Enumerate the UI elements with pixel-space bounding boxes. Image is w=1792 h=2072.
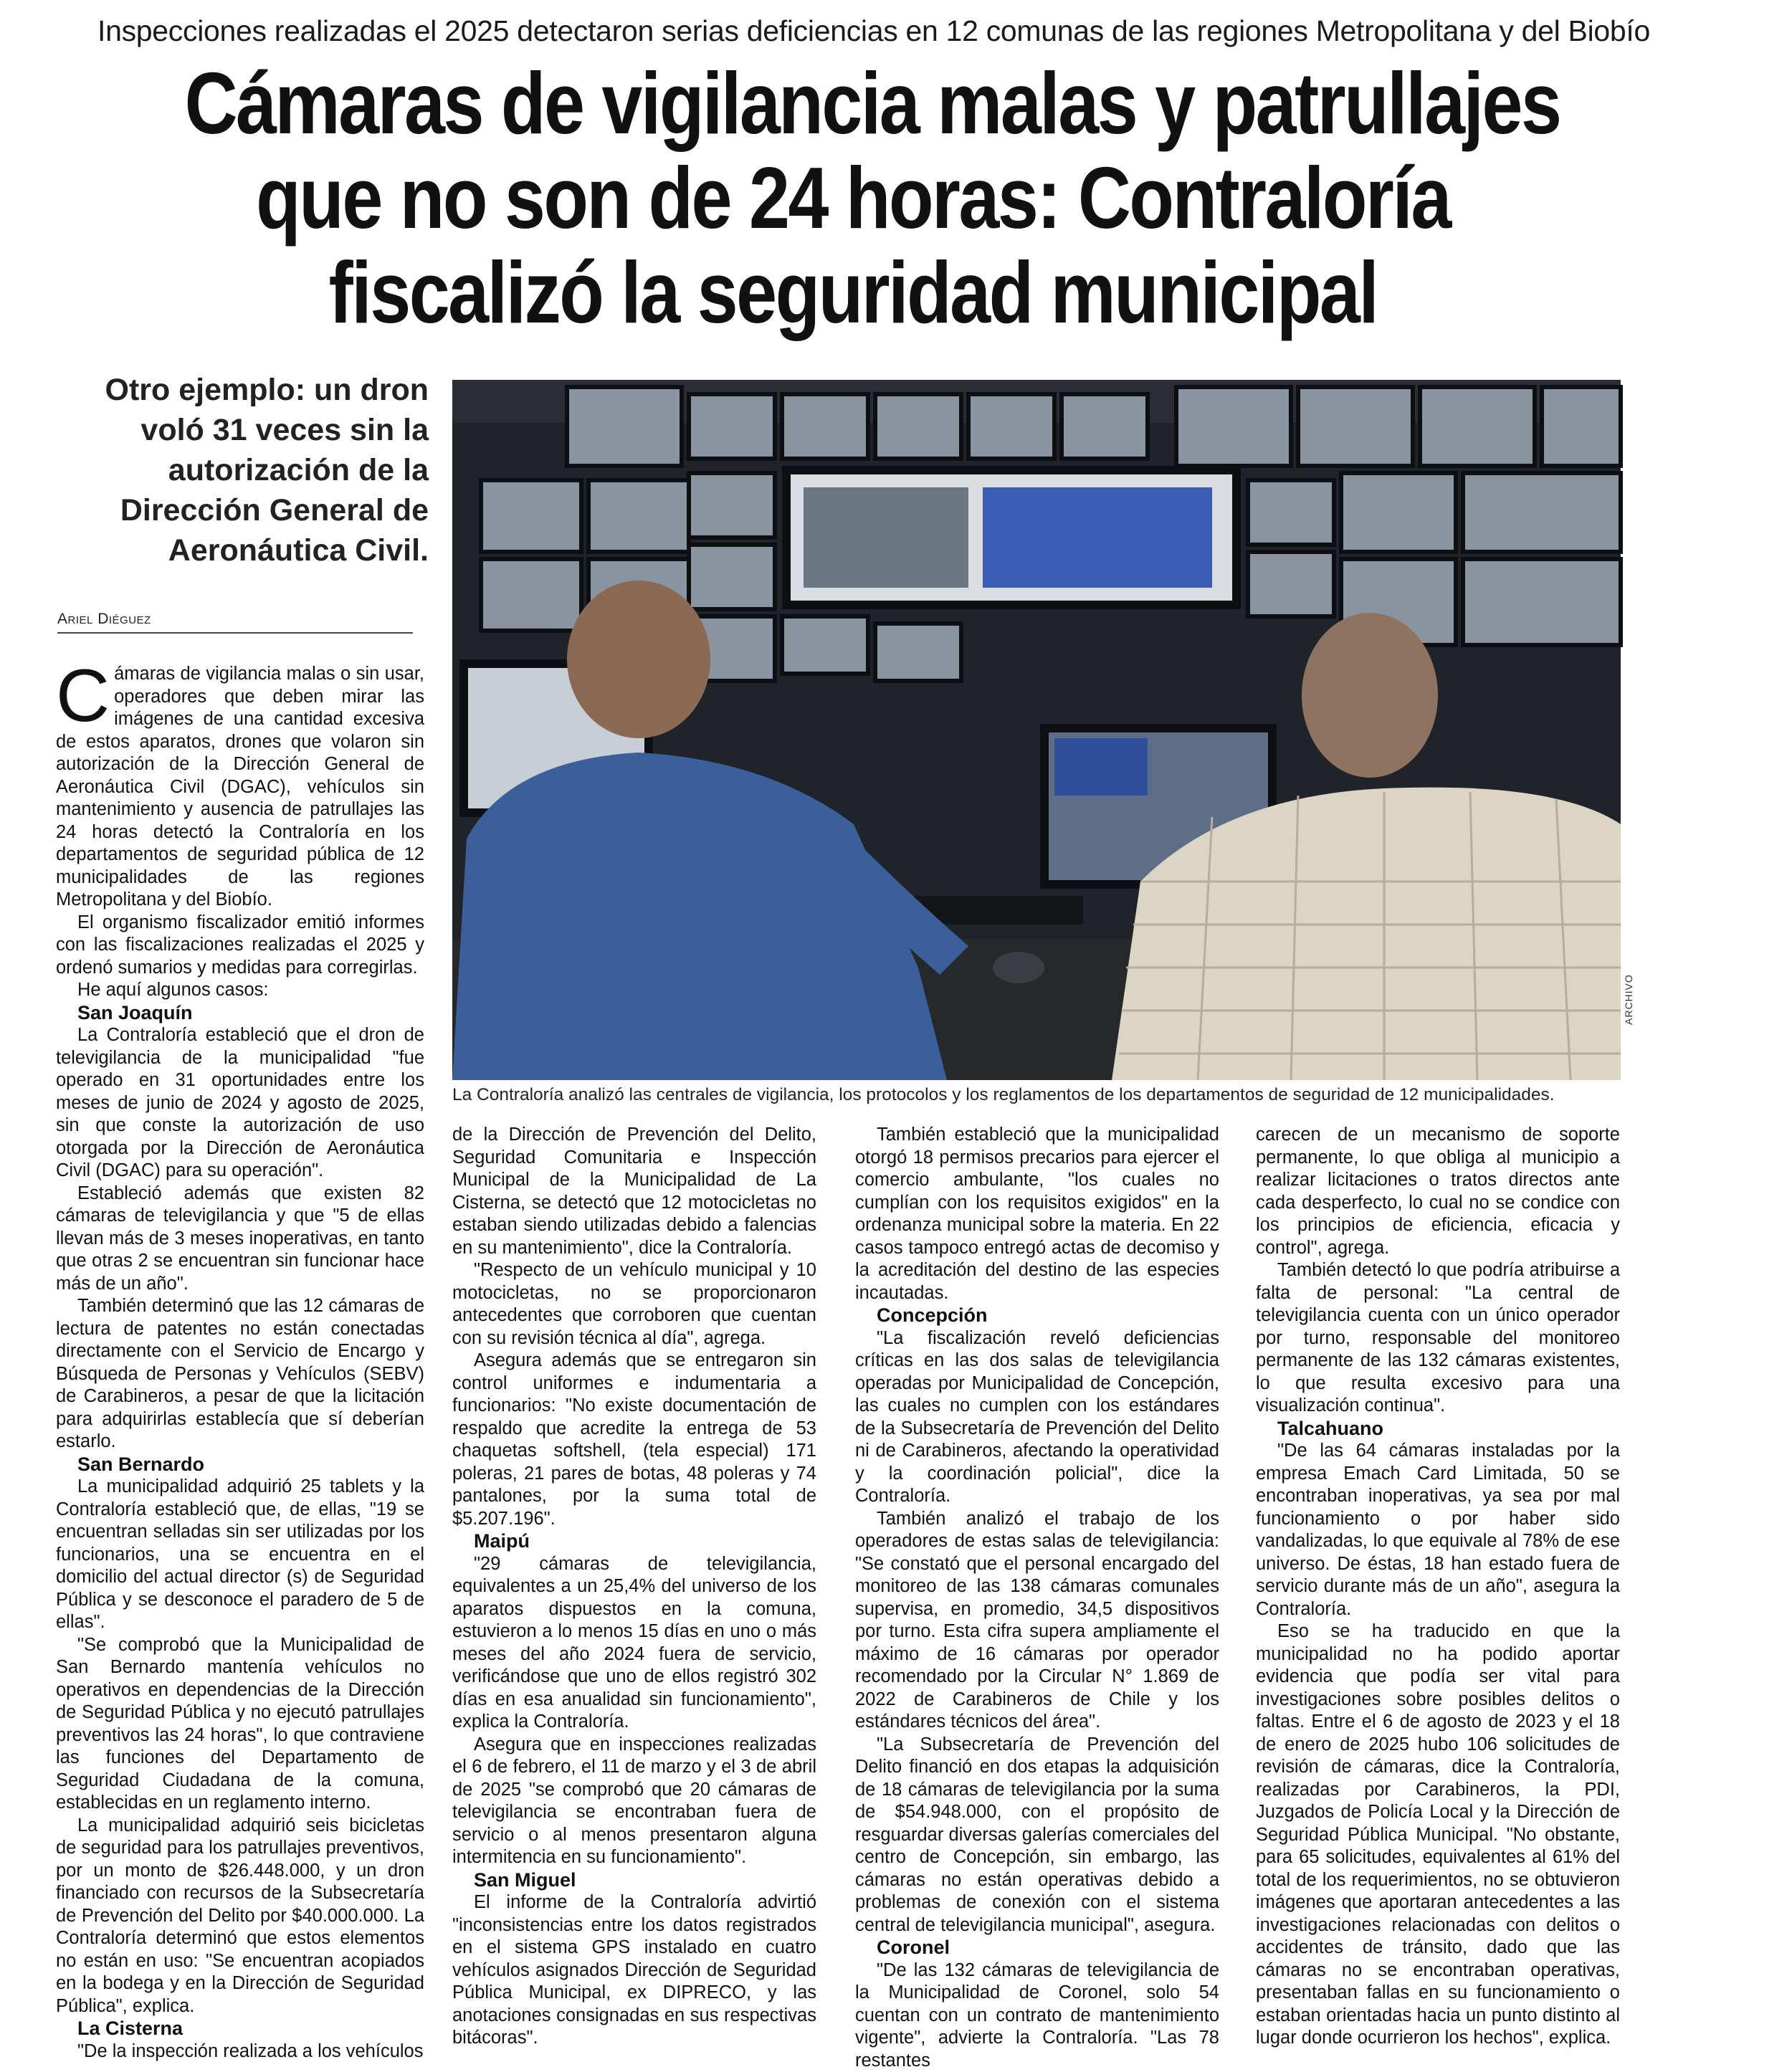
headline-line: fiscalizó la seguridad municipal: [185, 245, 1522, 340]
paragraph: "29 cámaras de televigilancia, equivalentes a un 25,4% del universo de los aparatos dispuestos en la comuna, estuvieron a lo menos 15 días en uno o más meses del año 2024 fuera de servicio, verificándose que uno de ellos registró 302 días en esa anualidad sin funcionamiento", explica la Contraloría.: [452, 1553, 816, 1734]
subhead-san-miguel: San Miguel: [452, 1869, 816, 1892]
paragraph: El organismo fiscalizador emitió informes con las fiscalizaciones realizadas el 2025 y ordenó sumarios y medidas para corregirlas.: [56, 912, 424, 980]
paragraph: "Se comprobó que la Municipalidad de San Bernardo mantenía vehículos no operativos en dependencias de la Dirección de Seguridad Pública y no ejecutó patrullajes preventivos las 24 horas", lo que contraviene las funciones del Departamento de Seguridad Ciudadana de la comuna, establecidas en un reglamento interno.: [56, 1634, 424, 1815]
column-1: [56, 663, 424, 2063]
photo-illustration: [452, 380, 1621, 1080]
byline: Ariel Diéguez: [57, 611, 413, 634]
paragraph: "De las 132 cámaras de televigilancia de la Municipalidad de Coronel, solo 54 cuentan con un contrato de mantenimiento vigente", advierte la Contraloría. "Las 78 restantes: [855, 1959, 1219, 2072]
paragraph: También detectó lo que podría atribuirse a falta de personal: "La central de televigilancia cuenta con un único operador por turno, responsable del monitoreo permanente de las 132 cámaras existentes, lo que resulta excesivo para una visualización continua".: [1256, 1259, 1620, 1418]
subhead-maipu: Maipú: [452, 1530, 816, 1553]
paragraph: Asegura que en inspecciones realizadas el 6 de febrero, el 11 de marzo y el 3 de abril de 2025 "se comprobó que 20 cámaras de televigilancia se encontraban fuera de servicio o al menos presentaron alguna intermitencia en su funcionamiento".: [452, 1734, 816, 1869]
paragraph: "De la inspección realizada a los vehículos: [56, 2040, 424, 2063]
paragraph: La Contraloría estableció que el dron de televigilancia de la municipalidad "fue operado en 31 oportunidades entre los meses de junio de 2024 y agosto de 2025, sin que conste la autorización de uso otorgada por la Dirección de Aeronáutica Civil (DGAC) para su operación".: [56, 1024, 424, 1183]
photo-caption: La Contraloría analizó las centrales de vigilancia, los protocolos y los reglamentos de los departamentos de seguridad de 12 municipalidades.: [452, 1084, 1621, 1107]
paragraph: "La Subsecretaría de Prevención del Delito financió en dos etapas la adquisición de 18 cámaras de televigilancia por la suma de $54.948.000, con el propósito de resguardar diversas galerías comerciales del centro de Concepción, sin embargo, las cámaras no están operativas debido a problemas de conexión con el sistema central de televigilancia municipal", asegura.: [855, 1734, 1219, 1937]
photo-credit: ARCHIVO: [1623, 974, 1634, 1025]
column-3: [855, 1124, 1219, 2072]
paragraph: He aquí algunos casos:: [56, 979, 424, 1002]
paragraph: Asegura además que se entregaron sin control uniformes e indumentaria a funcionarios: "No existe documentación de respaldo que acredite la entrega de 53 chaquetas softshell, (tela especial) 171 poleras, 21 pares de botas, 48 poleras y 74 pantalones, por la suma total de $5.207.196".: [452, 1350, 816, 1530]
headline-line: Cámaras de vigilancia malas y patrullajes: [185, 56, 1522, 151]
lead-paragraph: Cámaras de vigilancia malas o sin usar, operadores que deben mirar las imágenes de una cantidad excesiva de estos aparatos, drones que volaron sin autorización de la Dirección General de Aeronáutica Civil (DGAC), vehículos sin mantenimiento y ausencia de patrullajes las 24 horas detectó la Contraloría en los departamentos de seguridad pública de 12 municipalidades de las regiones Metropolitana y del Biobío.: [56, 663, 424, 912]
subhead-la-cisterna: La Cisterna: [56, 2018, 424, 2040]
paragraph: También analizó el trabajo de los operadores de estas salas de televigilancia: "Se constató que el personal encargado del monitoreo de las 138 cámaras comunales supervisa, en promedio, 34,5 dispositivos por turno. Esta cifra supera ampliamente el máximo de 16 cámaras por operador recomendado por la Circular N° 1.869 de 2022 de Carabineros de Chile y los estándares técnicos del área".: [855, 1508, 1219, 1734]
drop-cap: C: [56, 666, 114, 726]
paragraph: "Respecto de un vehículo municipal y 10 motocicletas, no se proporcionaron antecedentes que corroboren que cuentan con su revisión técnica al día", agrega.: [452, 1259, 816, 1350]
column-2: [452, 1124, 816, 2050]
paragraph: "De las 64 cámaras instaladas por la empresa Emach Card Limitada, 50 se encontraban inoperativas, ya sea por mal funcionamiento o por haber sido vandalizadas, lo que equivale al 78% de ese universo. De éstas, 18 han estado fuera de servicio durante más de un año", asegura la Contraloría.: [1256, 1440, 1620, 1620]
paragraph: El informe de la Contraloría advirtió "inconsistencias entre los datos registrados en el sistema GPS instalado en cuatro vehículos asignados Dirección de Seguridad Pública Municipal, ex DIPRECO, y las anotaciones consignadas en sus respectivas bitácoras".: [452, 1891, 816, 2050]
deck: Otro ejemplo: un dron voló 31 veces sin la autorización de la Dirección General de Aeronáutica Civil.: [86, 370, 429, 570]
surveillance-room-photo: [452, 380, 1621, 1080]
subhead-san-bernardo: San Bernardo: [56, 1453, 424, 1476]
headline-line: que no son de 24 horas: Contraloría: [185, 151, 1522, 245]
column-4: [1256, 1124, 1620, 2050]
subhead-concepcion: Concepción: [855, 1304, 1219, 1327]
paragraph: También determinó que las 12 cámaras de lectura de patentes no están conectadas directamente con el Servicio de Encargo y Búsqueda de Personas y Vehículos (SEBV) de Carabineros, a pesar de que la licitación para adquirirlas establecía que sí deberían estarlo.: [56, 1295, 424, 1453]
kicker: Inspecciones realizadas el 2025 detectaron serias deficiencias en 12 comunas de las regiones Metropolitana y del Biobío: [97, 13, 1703, 49]
subhead-talcahuano: Talcahuano: [1256, 1418, 1620, 1441]
paragraph: de la Dirección de Prevención del Delito, Seguridad Comunitaria e Inspección Municipal de la Municipalidad de La Cisterna, se detectó que 12 motocicletas no estaban siendo utilizadas debido a falencias en su mantenimiento", dice la Contraloría.: [452, 1124, 816, 1259]
subhead-coronel: Coronel: [855, 1937, 1219, 1959]
subhead-san-joaquin: San Joaquín: [56, 1002, 424, 1025]
paragraph: "La fiscalización reveló deficiencias críticas en las dos salas de televigilancia operadas por Municipalidad de Concepción, las cuales no cumplen con los estándares de la Subsecretaría de Prevención del Delito ni de Carabineros, afectando la operatividad y la coordinación policial", dice la Contraloría.: [855, 1327, 1219, 1508]
paragraph: La municipalidad adquirió seis bicicletas de seguridad para los patrullajes preventivos, por un monto de $26.448.000, y un dron financiado con recursos de la Subsecretaría de Prevención del Delito por $40.000.000. La Contraloría determinó que estos elementos no están en uso: "Se encuentran acopiados en la bodega y en la Dirección de Seguridad Pública", explica.: [56, 1815, 424, 2018]
paragraph: La municipalidad adquirió 25 tablets y la Contraloría estableció que, de ellas, "19 se encuentran selladas sin ser utilizadas por los funcionarios, una se encuentra en el domicilio del actual director (s) de Seguridad Pública y se desconoce el paradero de 5 de ellas".: [56, 1476, 424, 1634]
paragraph: Eso se ha traducido en que la municipalidad no ha podido aportar evidencia que podía ser vital para investigaciones sobre posibles delitos o faltas. Entre el 6 de agosto de 2023 y el 18 de enero de 2025 hubo 106 solicitudes de revisión de cámaras, dice la Contraloría, realizadas por Carabineros, la PDI, Juzgados de Policía Local y la Dirección de Seguridad Pública Municipal. "No obstante, para 65 solicitudes, equivalentes al 61% del total de los requerimientos, no se obtuvieron imágenes que aportaran antecedentes a las investigaciones relacionadas con delitos o accidentes de tránsito, dado que las cámaras no se encontraban operativas, presentaban fallas en su funcionamiento o estaban orientadas hacia un punto distinto al lugar donde ocurrieron los hechos", explica.: [1256, 1620, 1620, 2050]
headline: [185, 56, 1522, 340]
paragraph: Estableció además que existen 82 cámaras de televigilancia y que "5 de ellas llevan más de 3 meses inoperativas, en tanto que otras 2 se encuentran sin funcionar hace más de un año".: [56, 1183, 424, 1296]
paragraph: También estableció que la municipalidad otorgó 18 permisos precarios para ejercer el comercio ambulante, "los cuales no cumplían con los requisitos exigidos" en la ordenanza municipal sobre la materia. En 22 casos tampoco entregó actas de decomiso y la acreditación del destino de las especies incautadas.: [855, 1124, 1219, 1304]
paragraph: carecen de un mecanismo de soporte permanente, lo que obliga al municipio a realizar licitaciones o tratos directos ante cada desperfecto, lo cual no se condice con los principios de eficiencia, eficacia y control", agrega.: [1256, 1124, 1620, 1259]
